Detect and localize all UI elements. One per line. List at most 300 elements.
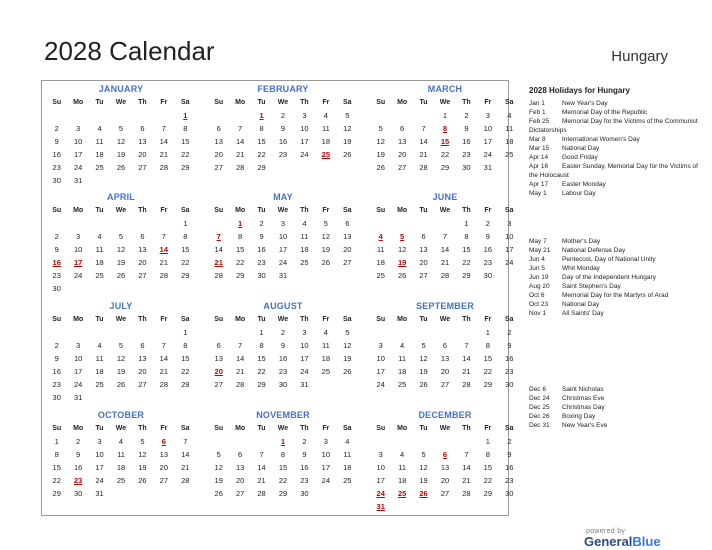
day-cell: 11 xyxy=(95,137,104,146)
holiday-item xyxy=(529,273,699,282)
holiday-name: Memorial Day for the Victims of the Communist Dictatorships xyxy=(529,118,698,134)
month-september xyxy=(370,300,520,391)
day-cell: 25 xyxy=(376,271,385,280)
day-cell: 7 xyxy=(464,450,469,459)
weekday-header: Mo xyxy=(235,425,246,432)
day-cell: 8 xyxy=(280,450,286,459)
weekday-header: Th xyxy=(300,316,309,323)
day-cell: 6 xyxy=(216,124,221,133)
day-cell: 23 xyxy=(505,367,514,376)
day-cell: 19 xyxy=(343,354,352,363)
day-cell: 29 xyxy=(235,271,245,280)
month-name: JULY xyxy=(109,301,133,311)
month-day-grid xyxy=(370,313,520,391)
day-cell: 11 xyxy=(300,232,309,241)
empty-cell xyxy=(208,435,229,448)
weekday-header: Sa xyxy=(181,99,190,106)
empty-cell xyxy=(251,435,272,448)
day-cell: 28 xyxy=(235,163,245,172)
holiday-item xyxy=(529,180,699,189)
day-cell: 16 xyxy=(278,137,288,146)
day-cell: 20 xyxy=(235,476,245,485)
day-cell: 29 xyxy=(483,489,493,498)
empty-cell xyxy=(456,326,477,339)
day-cell: 12 xyxy=(116,137,126,146)
empty-cell xyxy=(456,435,477,448)
day-cell: 27 xyxy=(214,380,223,389)
day-cell: 18 xyxy=(343,463,352,472)
weekday-header: Th xyxy=(462,425,471,432)
holiday-date: Aug 20 xyxy=(529,283,550,290)
day-cell: 19 xyxy=(214,476,223,485)
holiday-item xyxy=(529,291,699,300)
day-cell: 13 xyxy=(440,354,450,363)
weekday-header: We xyxy=(115,99,127,106)
day-cell: 13 xyxy=(397,137,407,146)
day-cell: 27 xyxy=(440,380,450,389)
day-cell: 20 xyxy=(138,367,147,376)
holiday-name: Day of the Independent Hungary xyxy=(562,274,656,281)
holiday-list xyxy=(529,385,699,430)
day-cell: 10 xyxy=(300,124,309,133)
day-cell: 27 xyxy=(343,258,352,267)
day-cell: 16 xyxy=(505,354,514,363)
day-cell: 9 xyxy=(54,354,59,363)
day-cell: 14 xyxy=(235,354,245,363)
day-cell: 20 xyxy=(343,245,352,254)
day-cell: 8 xyxy=(464,232,469,241)
weekday-header: Fr xyxy=(160,99,168,106)
weekday-header: Sa xyxy=(181,316,190,323)
weekday-header: Th xyxy=(462,207,471,214)
day-cell: 16 xyxy=(278,354,288,363)
weekday-header: We xyxy=(277,207,289,214)
day-cell: 2 xyxy=(464,111,469,120)
day-cell: 7 xyxy=(161,341,166,350)
month-february xyxy=(208,83,358,174)
day-cell: 17 xyxy=(376,476,385,485)
holiday-item xyxy=(529,282,699,291)
day-cell: 5 xyxy=(118,124,124,133)
holiday-day-cell: 25 xyxy=(321,150,331,159)
day-cell: 12 xyxy=(419,354,428,363)
day-cell: 4 xyxy=(302,219,307,228)
empty-cell xyxy=(229,435,250,448)
empty-cell xyxy=(67,326,88,339)
day-cell: 26 xyxy=(419,380,428,389)
month-march xyxy=(370,83,520,174)
holiday-item xyxy=(529,255,699,264)
month-august xyxy=(208,300,358,391)
day-cell: 18 xyxy=(321,137,331,146)
day-cell: 10 xyxy=(73,137,83,146)
day-cell: 9 xyxy=(485,232,490,241)
day-cell: 9 xyxy=(76,450,81,459)
holiday-date: Dec 24 xyxy=(529,395,550,402)
holiday-name: Pentecost, Day of National Unity xyxy=(562,256,656,263)
day-cell: 21 xyxy=(419,150,428,159)
day-cell: 4 xyxy=(97,124,102,133)
weekday-header: Fr xyxy=(322,316,330,323)
day-cell: 24 xyxy=(73,163,83,172)
holiday-day-cell: 23 xyxy=(73,476,83,485)
holiday-name: Christmas Eve xyxy=(562,395,605,402)
holiday-day-cell: 1 xyxy=(238,219,243,228)
day-cell: 8 xyxy=(54,450,59,459)
empty-cell xyxy=(153,326,174,339)
day-cell: 4 xyxy=(400,450,405,459)
day-cell: 21 xyxy=(159,150,169,159)
weekday-header: Su xyxy=(52,425,62,432)
weekday-header: Th xyxy=(138,207,147,214)
day-cell: 23 xyxy=(483,258,493,267)
day-cell: 24 xyxy=(73,271,83,280)
day-cell: 14 xyxy=(214,245,223,254)
day-cell: 9 xyxy=(302,450,307,459)
day-cell: 26 xyxy=(138,476,147,485)
day-cell: 17 xyxy=(300,137,309,146)
day-cell: 6 xyxy=(442,341,448,350)
day-cell: 25 xyxy=(343,476,352,485)
day-cell: 1 xyxy=(464,219,469,228)
holiday-list xyxy=(529,99,699,198)
holiday-date: Dec 31 xyxy=(529,422,550,429)
weekday-header: Su xyxy=(214,425,224,432)
weekday-header: Mo xyxy=(73,207,84,214)
weekday-header: We xyxy=(115,316,127,323)
weekday-header: Sa xyxy=(343,99,352,106)
day-cell: 8 xyxy=(238,232,243,241)
holiday-name: Whit Monday xyxy=(562,265,600,272)
day-cell: 9 xyxy=(259,232,264,241)
day-cell: 27 xyxy=(440,489,450,498)
empty-cell xyxy=(89,326,110,339)
day-cell: 10 xyxy=(483,124,493,133)
day-cell: 20 xyxy=(138,258,147,267)
weekday-header: Fr xyxy=(484,425,492,432)
day-cell: 2 xyxy=(507,437,512,446)
weekday-header: Su xyxy=(52,99,62,106)
weekday-header: Tu xyxy=(95,316,104,323)
day-cell: 28 xyxy=(440,271,450,280)
day-cell: 23 xyxy=(257,258,266,267)
holiday-date: May 1 xyxy=(529,190,547,197)
day-cell: 10 xyxy=(300,341,309,350)
day-cell: 27 xyxy=(138,163,147,172)
day-cell: 13 xyxy=(440,463,450,472)
day-cell: 17 xyxy=(278,245,288,254)
day-cell: 4 xyxy=(97,341,102,350)
day-cell: 28 xyxy=(257,489,266,498)
holiday-item xyxy=(529,135,699,144)
day-cell: 17 xyxy=(95,463,104,472)
day-cell: 28 xyxy=(214,271,223,280)
day-cell: 19 xyxy=(116,367,126,376)
day-cell: 1 xyxy=(442,111,448,120)
day-cell: 20 xyxy=(440,476,450,485)
weekday-header: Su xyxy=(214,207,224,214)
holiday-date: May 7 xyxy=(529,238,547,245)
holiday-date: Oct 6 xyxy=(529,292,545,299)
day-cell: 8 xyxy=(259,341,264,350)
month-october xyxy=(46,409,196,500)
weekday-header: Tu xyxy=(419,316,428,323)
day-cell: 11 xyxy=(95,354,104,363)
day-cell: 26 xyxy=(321,258,331,267)
day-cell: 11 xyxy=(117,450,125,459)
empty-cell xyxy=(46,326,67,339)
day-cell: 21 xyxy=(235,367,245,376)
holiday-item xyxy=(529,394,699,403)
day-cell: 7 xyxy=(238,341,243,350)
day-cell: 21 xyxy=(462,367,471,376)
day-cell: 22 xyxy=(257,367,266,376)
day-cell: 13 xyxy=(214,354,223,363)
holiday-item xyxy=(529,237,699,246)
month-day-grid xyxy=(370,422,520,513)
day-cell: 6 xyxy=(216,341,221,350)
day-cell: 31 xyxy=(95,489,104,498)
holiday-date: Dec 25 xyxy=(529,404,550,411)
day-cell: 12 xyxy=(116,245,126,254)
empty-cell xyxy=(67,109,88,122)
day-cell: 18 xyxy=(397,367,407,376)
day-cell: 6 xyxy=(140,124,145,133)
day-cell: 17 xyxy=(505,245,514,254)
day-cell: 26 xyxy=(116,163,126,172)
day-cell: 4 xyxy=(323,328,328,337)
day-cell: 15 xyxy=(181,137,190,146)
day-cell: 28 xyxy=(462,489,471,498)
day-cell: 11 xyxy=(321,341,330,350)
day-cell: 30 xyxy=(73,489,83,498)
day-cell: 13 xyxy=(138,354,147,363)
holiday-date: Dec 6 xyxy=(529,386,546,393)
holiday-name: International Women's Day xyxy=(562,136,640,143)
empty-cell xyxy=(370,435,391,448)
empty-cell xyxy=(132,217,153,230)
day-cell: 13 xyxy=(159,450,169,459)
day-cell: 30 xyxy=(52,393,61,402)
weekday-header: Su xyxy=(214,99,224,106)
holiday-date: Mar 15 xyxy=(529,145,550,152)
holiday-day-cell: 15 xyxy=(440,137,450,146)
day-cell: 13 xyxy=(419,245,428,254)
brand-text-b: Blue xyxy=(632,534,661,549)
holiday-name: Good Friday xyxy=(562,154,598,161)
day-cell: 25 xyxy=(321,367,331,376)
weekday-header: Th xyxy=(462,316,471,323)
holiday-day-cell: 1 xyxy=(280,437,286,446)
empty-cell xyxy=(208,109,229,122)
weekday-header: Su xyxy=(214,316,224,323)
day-cell: 19 xyxy=(138,463,147,472)
day-cell: 15 xyxy=(181,354,190,363)
empty-cell xyxy=(413,109,434,122)
day-cell: 3 xyxy=(507,219,512,228)
month-january xyxy=(46,83,196,187)
weekday-header: Su xyxy=(52,316,62,323)
holiday-day-cell: 21 xyxy=(214,258,223,267)
weekday-header: Tu xyxy=(257,425,266,432)
month-day-grid xyxy=(46,204,196,295)
holiday-item xyxy=(529,144,699,153)
day-cell: 15 xyxy=(462,245,471,254)
holiday-day-cell: 26 xyxy=(419,489,428,498)
month-day-grid xyxy=(208,204,358,282)
holiday-name: Memorial Day for the Martyrs of Arad xyxy=(562,292,669,299)
day-cell: 7 xyxy=(259,450,264,459)
empty-cell xyxy=(46,109,67,122)
day-cell: 23 xyxy=(462,150,471,159)
day-cell: 22 xyxy=(235,258,245,267)
day-cell: 16 xyxy=(52,367,61,376)
day-cell: 30 xyxy=(52,284,61,293)
month-name: MAY xyxy=(273,192,293,202)
day-cell: 27 xyxy=(138,380,147,389)
holiday-date: Apr 17 xyxy=(529,181,549,188)
day-cell: 11 xyxy=(321,124,330,133)
month-day-grid xyxy=(208,422,358,500)
day-cell: 5 xyxy=(323,219,328,228)
day-cell: 8 xyxy=(485,450,490,459)
holiday-day-cell: 19 xyxy=(397,258,407,267)
day-cell: 10 xyxy=(95,450,104,459)
day-cell: 6 xyxy=(140,232,145,241)
holiday-name: Easter Monday xyxy=(562,181,606,188)
month-name: JANUARY xyxy=(98,84,144,94)
day-cell: 31 xyxy=(73,176,83,185)
day-cell: 22 xyxy=(483,367,493,376)
holiday-item xyxy=(529,99,699,108)
day-cell: 8 xyxy=(485,341,490,350)
day-cell: 21 xyxy=(440,258,450,267)
holiday-name: Labour Day xyxy=(562,190,596,197)
day-cell: 30 xyxy=(278,380,288,389)
day-cell: 10 xyxy=(505,232,514,241)
day-cell: 21 xyxy=(159,258,169,267)
day-cell: 12 xyxy=(343,341,352,350)
day-cell: 30 xyxy=(483,271,493,280)
holiday-name: Memorial Day of the Republic xyxy=(562,109,648,116)
day-cell: 30 xyxy=(505,489,514,498)
day-cell: 28 xyxy=(159,271,169,280)
day-cell: 19 xyxy=(419,476,428,485)
holiday-name: National Defense Day xyxy=(562,247,626,254)
day-cell: 31 xyxy=(278,271,288,280)
empty-cell xyxy=(413,435,434,448)
day-cell: 14 xyxy=(235,137,245,146)
day-cell: 5 xyxy=(345,328,350,337)
weekday-header: We xyxy=(115,425,127,432)
day-cell: 26 xyxy=(343,150,352,159)
month-day-grid xyxy=(46,313,196,404)
holiday-day-cell: 7 xyxy=(216,232,221,241)
holiday-date: Oct 23 xyxy=(529,301,549,308)
holiday-name: New Year's Day xyxy=(562,100,608,107)
day-cell: 9 xyxy=(507,341,512,350)
day-cell: 4 xyxy=(345,437,350,446)
day-cell: 7 xyxy=(421,124,426,133)
holiday-day-cell: 14 xyxy=(159,245,169,254)
day-cell: 12 xyxy=(343,124,352,133)
day-cell: 2 xyxy=(54,341,59,350)
day-cell: 12 xyxy=(321,232,331,241)
weekday-header: Tu xyxy=(419,207,428,214)
day-cell: 18 xyxy=(300,245,309,254)
weekday-header: We xyxy=(277,316,289,323)
day-cell: 16 xyxy=(257,245,266,254)
weekday-header: Mo xyxy=(235,99,246,106)
month-may xyxy=(208,191,358,282)
holiday-day-cell: 6 xyxy=(161,437,166,446)
day-cell: 25 xyxy=(397,380,407,389)
day-cell: 27 xyxy=(138,271,147,280)
day-cell: 1 xyxy=(485,437,490,446)
weekday-header: Fr xyxy=(160,316,168,323)
weekday-header: Th xyxy=(300,425,309,432)
day-cell: 1 xyxy=(183,219,188,228)
day-cell: 10 xyxy=(376,463,385,472)
holiday-day-cell: 31 xyxy=(376,502,385,511)
day-cell: 30 xyxy=(462,163,471,172)
empty-cell xyxy=(370,326,391,339)
weekday-header: We xyxy=(439,207,451,214)
day-cell: 15 xyxy=(235,245,245,254)
day-cell: 25 xyxy=(95,271,104,280)
day-cell: 21 xyxy=(257,476,266,485)
day-cell: 24 xyxy=(73,380,83,389)
day-cell: 13 xyxy=(138,245,147,254)
day-cell: 17 xyxy=(483,137,493,146)
weekday-header: Tu xyxy=(257,316,266,323)
weekday-header: Th xyxy=(138,316,147,323)
day-cell: 2 xyxy=(54,124,59,133)
day-cell: 21 xyxy=(235,150,245,159)
weekday-header: We xyxy=(115,207,127,214)
empty-cell xyxy=(434,217,455,230)
day-cell: 26 xyxy=(376,163,385,172)
holiday-name: Saint Nicholas xyxy=(562,386,604,393)
day-cell: 16 xyxy=(73,463,83,472)
day-cell: 7 xyxy=(183,437,188,446)
day-cell: 30 xyxy=(505,380,514,389)
empty-cell xyxy=(67,217,88,230)
day-cell: 15 xyxy=(257,137,266,146)
day-cell: 17 xyxy=(321,463,331,472)
day-cell: 13 xyxy=(214,137,223,146)
holiday-day-cell: 1 xyxy=(183,111,188,120)
day-cell: 25 xyxy=(505,150,514,159)
day-cell: 27 xyxy=(397,163,407,172)
brand-logo xyxy=(584,534,661,549)
weekday-header: Fr xyxy=(322,99,330,106)
month-name: FEBRUARY xyxy=(257,84,309,94)
weekday-header: Tu xyxy=(95,425,104,432)
country-label: Hungary xyxy=(611,48,668,65)
day-cell: 14 xyxy=(159,354,169,363)
day-cell: 29 xyxy=(440,163,450,172)
day-cell: 19 xyxy=(376,150,385,159)
month-july xyxy=(46,300,196,404)
day-cell: 15 xyxy=(483,463,493,472)
holiday-day-cell: 25 xyxy=(397,489,407,498)
day-cell: 6 xyxy=(345,219,350,228)
day-cell: 15 xyxy=(483,354,493,363)
day-cell: 11 xyxy=(376,245,385,254)
day-cell: 12 xyxy=(376,137,385,146)
page-title: 2028 Calendar xyxy=(44,36,215,66)
